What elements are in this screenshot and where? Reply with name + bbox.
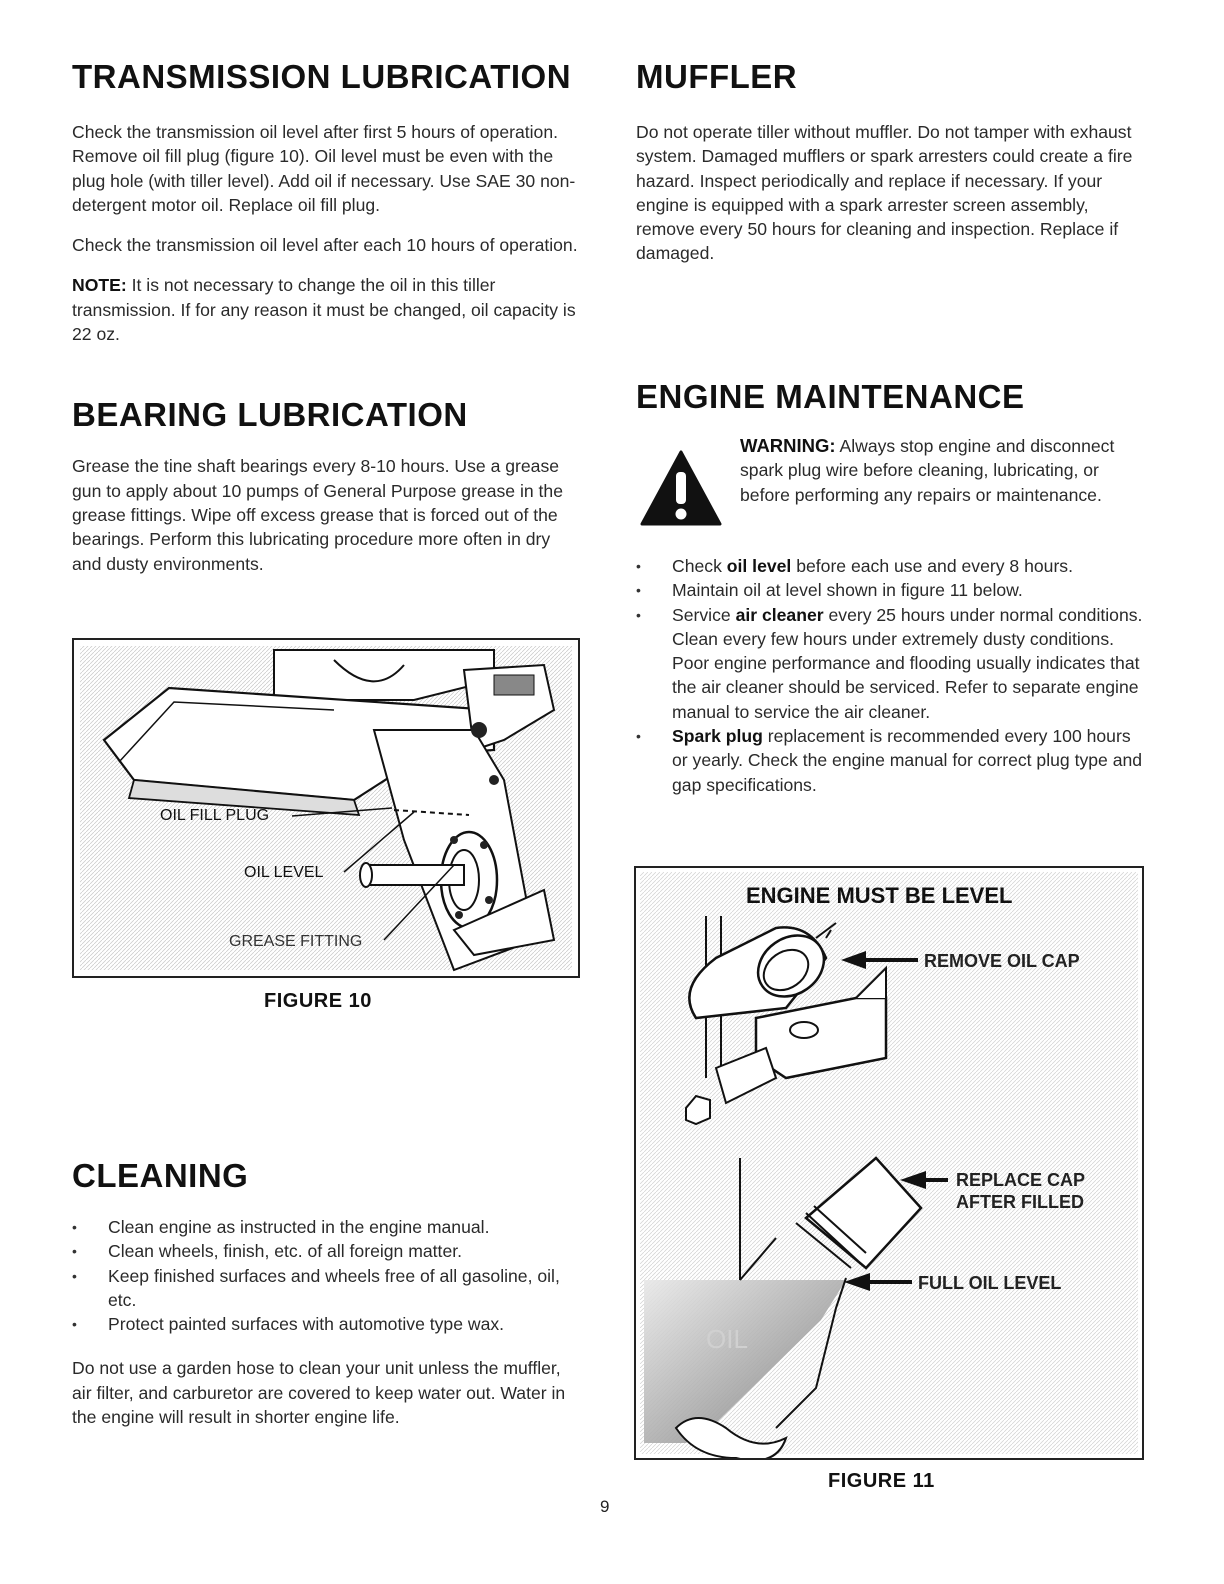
cleaning-item: • Keep finished surfaces and wheels free of all gasoline, oil, etc. bbox=[72, 1264, 580, 1313]
note-label: NOTE: bbox=[72, 275, 127, 296]
grease-fitting-label: GREASE FITTING bbox=[229, 933, 363, 950]
remove-oil-cap-label: REMOVE OIL CAP bbox=[924, 951, 1080, 971]
cleaning-section bbox=[72, 1157, 580, 1429]
left-column bbox=[72, 58, 580, 576]
warning-block bbox=[636, 435, 1146, 538]
oil-level-label: OIL LEVEL bbox=[244, 864, 324, 881]
replace-cap-label-1: REPLACE CAP bbox=[956, 1170, 1086, 1190]
cleaning-heading: CLEANING bbox=[72, 1157, 249, 1194]
engine-list bbox=[636, 554, 1146, 797]
right-column bbox=[636, 58, 1144, 266]
warning-text-block bbox=[740, 434, 1140, 507]
figure-11-caption: FIGURE 11 bbox=[828, 1470, 935, 1492]
figure-10-box bbox=[72, 638, 580, 978]
bearing-heading: BEARING LUBRICATION bbox=[72, 396, 468, 434]
engine-section bbox=[636, 378, 1146, 797]
cleaning-item: • Protect painted surfaces with automotive type wax. bbox=[72, 1312, 580, 1336]
cleaning-item: • Clean wheels, finish, etc. of all foreign matter. bbox=[72, 1239, 580, 1263]
replace-cap-label-2: AFTER FILLED bbox=[956, 1192, 1084, 1212]
warning-triangle-icon bbox=[638, 448, 724, 528]
note-text: It is not necessary to change the oil in this tiller transmission. If for any reason it must be changed, oil capacity is 22 oz. bbox=[72, 275, 576, 345]
warning-text: Always stop engine and disconnect spark plug wire before cleaning, lubricating, or before performing any repairs or maintenance. bbox=[740, 436, 1115, 505]
engine-item: • Service air cleaner every 25 hours under normal conditions. Clean every few hours under extremely dusty conditions. Poor engine performance and flooding usually indicates that the air cleaner should be serviced. Refer to separate engine manual to service the air cleaner. bbox=[636, 603, 1146, 724]
engine-item: • Maintain oil at level shown in figure 11 below. bbox=[636, 578, 1146, 602]
engine-item: • Check oil level before each use and every 8 hours. bbox=[636, 554, 1146, 578]
oil-fill-plug-label: OIL FILL PLUG bbox=[160, 807, 270, 824]
transmission-paragraph-1: Check the transmission oil level after first 5 hours of operation. Remove oil fill plug (figure 10). Oil level must be even with the plug hole (with tiller level). Add oil if necessary. Use SAE 30 non-detergent motor oil. Replace oil fill plug. bbox=[72, 122, 576, 215]
figure-10-caption: FIGURE 10 bbox=[264, 990, 372, 1012]
transmission-paragraph-2: Check the transmission oil level after each 10 hours of operation. bbox=[72, 235, 578, 256]
muffler-heading: MUFFLER bbox=[636, 58, 798, 95]
figure-11-title: ENGINE MUST BE LEVEL bbox=[746, 883, 1013, 908]
oil-label: OIL bbox=[706, 1324, 748, 1354]
cleaning-list bbox=[72, 1215, 580, 1336]
figure-11-box bbox=[634, 866, 1144, 1460]
figure-10-illustration bbox=[74, 640, 578, 976]
figure-11-illustration bbox=[636, 868, 1142, 1458]
cleaning-item: • Clean engine as instructed in the engine manual. bbox=[72, 1215, 580, 1239]
engine-heading: ENGINE MAINTENANCE bbox=[636, 378, 1025, 415]
page-number: 9 bbox=[600, 1497, 610, 1516]
bearing-paragraph: Grease the tine shaft bearings every 8-10 hours. Use a grease gun to apply about 10 pumps of General Purpose grease in the grease fittings. Wipe off excess grease that is forced out of the bearings. Perform this lubricating procedure more often in dry and dusty environments. bbox=[72, 456, 564, 574]
engine-item: • Spark plug replacement is recommended every 100 hours or yearly. Check the engine manual for correct plug type and gap specifications. bbox=[636, 724, 1146, 797]
cleaning-paragraph: Do not use a garden hose to clean your unit unless the muffler, air filter, and carburetor are covered to keep water out. Water in the engine will result in shorter engine life. bbox=[72, 1358, 566, 1428]
transmission-heading: TRANSMISSION LUBRICATION bbox=[72, 58, 572, 95]
full-oil-level-label: FULL OIL LEVEL bbox=[918, 1273, 1062, 1293]
transmission-note bbox=[72, 273, 580, 346]
warning-label: WARNING: bbox=[740, 435, 836, 456]
muffler-paragraph: Do not operate tiller without muffler. Do not tamper with exhaust system. Damaged mufflers or spark arresters could create a fire hazard. Inspect periodically and replace if necessary. If your engine is equipped with a spark arrester screen assembly, remove every 50 hours for cleaning and inspection. Replace if damaged. bbox=[636, 122, 1133, 264]
